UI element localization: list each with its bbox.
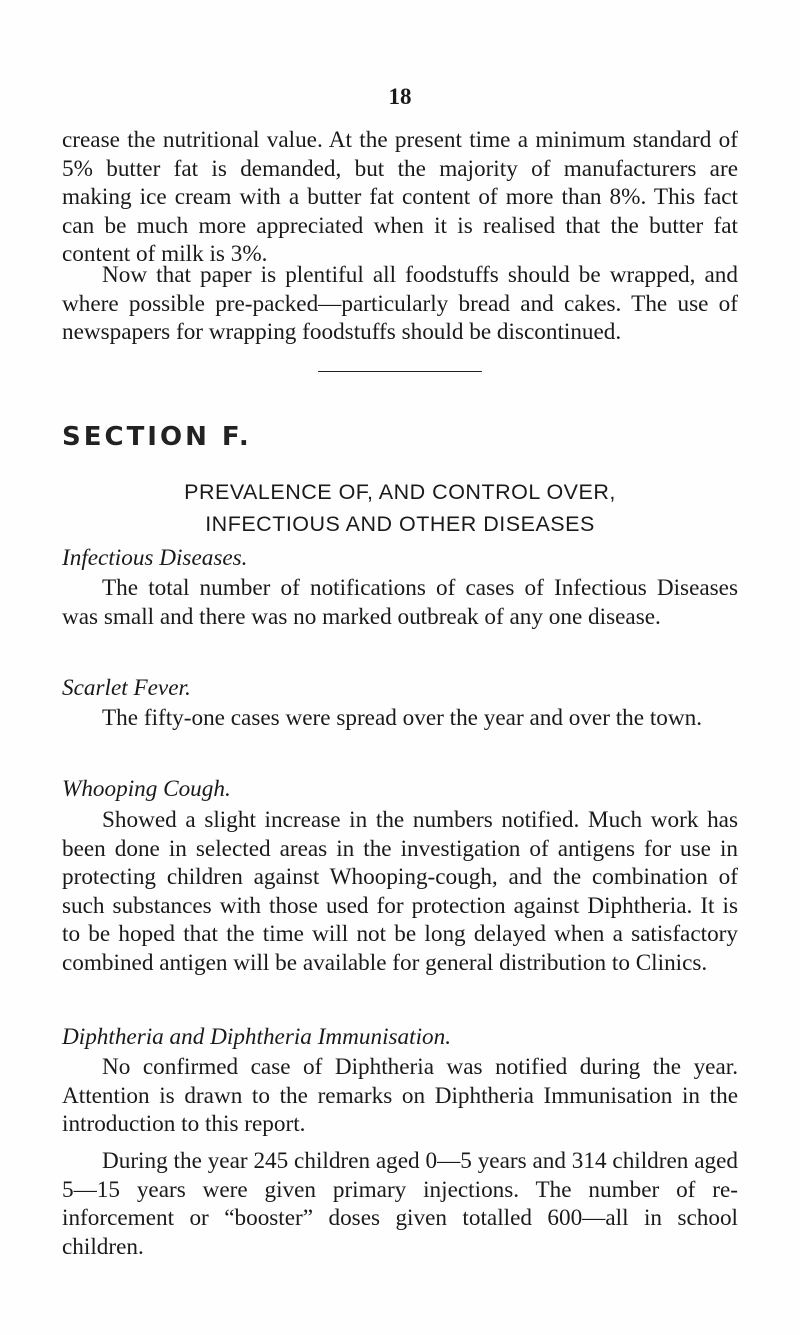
paragraph-scarlet-fever [62,704,738,733]
paragraph-injections [62,1147,738,1261]
page-number: 18 [388,84,412,109]
paragraph-whooping-cough [62,806,738,977]
paragraph-text: Now that paper is plentiful all foodstuffs should be wrapped, and where possible pre-packed—particularly bread and cakes. The use of newspapers for wrapping foodstuffs should be discontinued. [62,262,738,345]
section-heading: SECTION F. [62,422,252,452]
paragraph-text: The fifty-one cases were spread over the year and over the town. [102,705,703,731]
paragraph-text: The total number of notifications of cases of Infectious Diseases was small and there was no marked outbreak of any one disease. [62,575,738,630]
paragraph-text: crease the nutritional value. At the present time a minimum standard of 5% butter fat is demanded, but the majority of manufacturers are making ice cream with a butter fat content of more than 8%. This fact can be much more appreciated when it is realised that the butter fat content of milk is 3%. [62,127,738,267]
paragraph-diphtheria [62,1053,738,1139]
subheading-whooping-cough: Whooping Cough. [62,776,231,802]
paragraph-text: During the year 245 children aged 0—5 years and 314 children aged 5—15 years were given primary injections. The number of re-inforcement or “booster” doses given totalled 600—all in school children. [62,1148,738,1260]
paragraph-ice-cream [62,126,738,269]
subheading-diphtheria: Diphtheria and Diphtheria Immunisation. [62,1024,452,1050]
subheading-infectious-diseases: Infectious Diseases. [62,545,248,571]
main-heading-line: PREVALENCE OF, AND CONTROL OVER, [184,480,616,504]
paragraph-infectious-diseases [62,574,738,631]
paragraph-text: Showed a slight increase in the numbers notified. Much work has been done in selected areas in the investigation of antigens for use in protecting children against Whooping-cough, and the combination of such substances with those used for protection against Diphtheria. It is to be hoped that the time will not be long delayed when a satisfactory combined antigen will be available for general distribution to Clinics. [62,807,738,976]
subheading-scarlet-fever: Scarlet Fever. [62,675,191,701]
main-heading-line: INFECTIOUS AND OTHER DISEASES [205,512,595,536]
main-heading [0,476,800,540]
paragraph-text: No confirmed case of Diphtheria was notified during the year. Attention is drawn to the remarks on Diphtheria Immunisation in the introduction to this report. [62,1054,738,1137]
section-divider [318,371,482,372]
paragraph-wrapping [62,261,738,347]
